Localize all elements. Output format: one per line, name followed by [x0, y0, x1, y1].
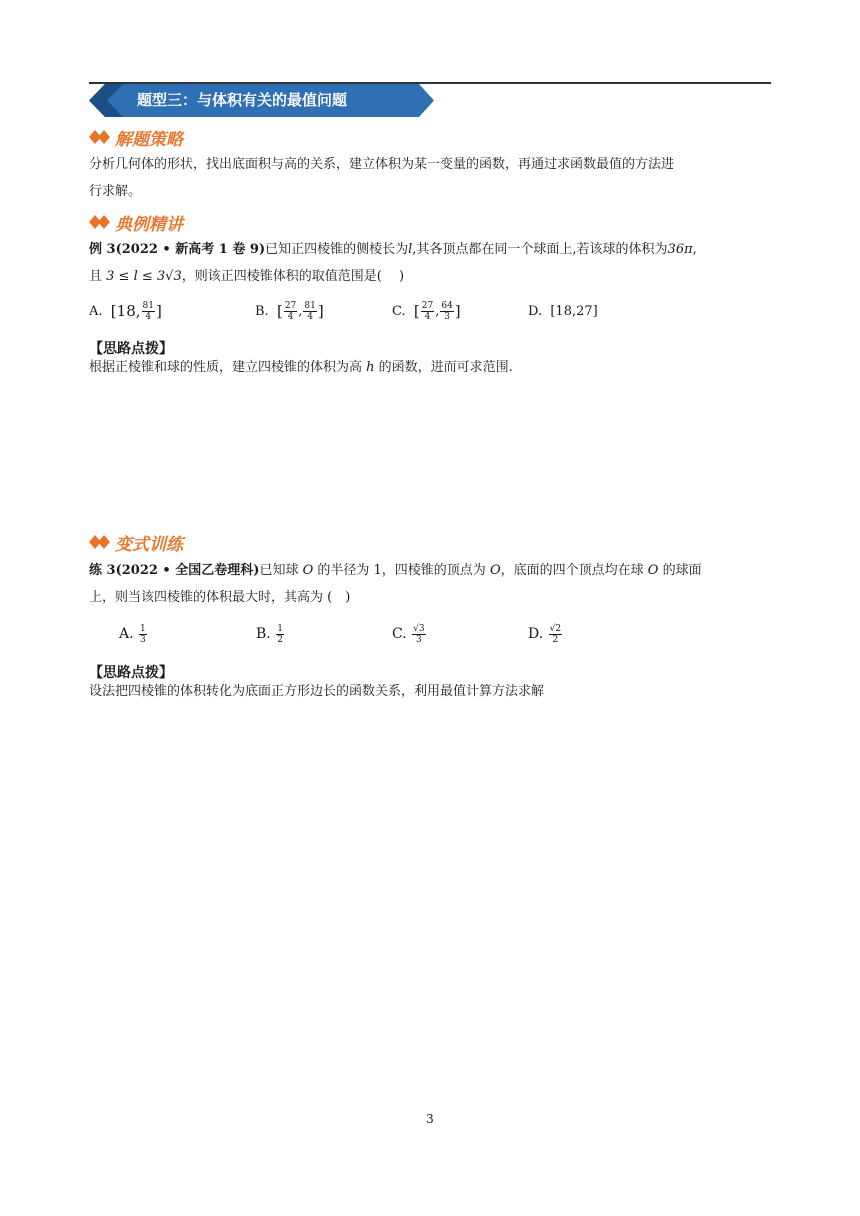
option-letter: B.	[256, 626, 271, 642]
strategy-heading-label: 解题策略	[115, 129, 183, 150]
double-diamond-icon	[89, 535, 111, 549]
option-letter: D.	[528, 303, 543, 319]
option-letter: A.	[119, 626, 134, 642]
practice-option-d[interactable]	[528, 619, 563, 649]
practice-question-line-2: 上，则当该四棱锥的体积最大时，其高为 ( )	[89, 590, 351, 605]
strategy-line-1: 分析几何体的形状，找出底面积与高的关系，建立体积为某一变量的函数，再通过求函数最值的方法进	[89, 157, 675, 172]
var-h: h	[366, 360, 375, 375]
fraction: $\frac{1}{3}$	[140, 623, 146, 645]
fraction: $\frac{27}{4}$	[421, 300, 434, 322]
option-letter: B.	[255, 303, 269, 319]
practice-option-a[interactable]	[119, 619, 148, 649]
var-o: O	[489, 563, 501, 578]
practice-option-c[interactable]	[392, 619, 427, 649]
example-heading	[89, 211, 183, 233]
strategy-text	[89, 151, 775, 205]
fraction: $\frac{64}{3}$	[441, 300, 453, 322]
option-close: ]	[454, 302, 461, 320]
var-l: l	[408, 242, 413, 257]
option-open: [	[276, 302, 283, 320]
fraction: $\frac{27}{4}$	[284, 300, 297, 322]
fraction: $\frac{√3}{3}$	[413, 623, 425, 645]
example-option-c[interactable]: C. [ $\frac{27}{4}$ , $\frac{64}{3}$ ]	[392, 300, 461, 322]
edge-condition: 3 ≤ l ≤ 3√3	[106, 269, 182, 284]
example-tip	[89, 354, 775, 381]
example-text-2a: 且	[89, 269, 103, 284]
double-diamond-icon	[89, 215, 111, 229]
practice-label: 练 3	[89, 563, 116, 578]
example-tip-b: 的函数，进而可求范围.	[378, 360, 513, 375]
option-close: ]	[155, 302, 162, 320]
option-value: [18,27]	[550, 303, 598, 319]
example-heading-label: 典例精讲	[115, 214, 183, 235]
example-text-2b: ，则该正四棱锥体积的取值范围是( )	[181, 269, 405, 284]
practice-question	[89, 557, 775, 611]
option-letter: A.	[89, 303, 103, 319]
practice-text-1b: 的半径为 1，四棱锥的顶点为	[317, 563, 486, 578]
fraction: $\frac{81}{4}$	[142, 300, 154, 322]
sphere-volume: 36π	[667, 242, 693, 257]
example-question-line-1	[89, 236, 775, 263]
example-tip-a: 根据正棱锥和球的性质，建立四棱锥的体积为高	[89, 360, 363, 375]
double-diamond-icon	[89, 130, 111, 144]
practice-text-1c: ，底面的四个顶点均在球	[500, 563, 644, 578]
example-text-1a: 已知正四棱锥的侧棱长为	[265, 242, 409, 257]
example-question-line-2	[89, 263, 775, 290]
fraction: $\frac{√2}{2}$	[549, 623, 562, 645]
practice-option-b[interactable]	[256, 619, 285, 649]
page-number: 3	[426, 1112, 434, 1126]
var-o: O	[302, 563, 314, 578]
option-letter: D.	[528, 626, 544, 642]
practice-tip: 设法把四棱锥的体积转化为底面正方形边长的函数关系，利用最值计算方法求解	[89, 684, 545, 699]
practice-tip-heading: 【思路点拨】	[89, 665, 173, 681]
practice-heading	[89, 531, 183, 553]
option-open: [	[413, 302, 420, 320]
practice-text-1a: 已知球	[259, 563, 299, 578]
practice-question-line-1	[89, 557, 775, 584]
fraction: $\frac{81}{4}$	[304, 300, 316, 322]
practice-heading-label: 变式训练	[115, 534, 183, 555]
option-letter: C.	[392, 303, 406, 319]
example-question	[89, 236, 775, 290]
example-label: 例 3	[89, 242, 116, 257]
var-o: O	[647, 563, 659, 578]
example-text-1c: ,	[692, 242, 697, 257]
practice-source: (2022 • 全国乙卷理科)	[115, 563, 260, 578]
option-close: ]	[317, 302, 324, 320]
section-banner	[89, 84, 434, 117]
banner-title: 题型三：与体积有关的最值问题	[137, 91, 348, 109]
example-source: (2022 • 新高考 1 卷 9)	[115, 242, 266, 257]
example-text-1b: ,其各顶点都在同一个球面上,若该球的体积为	[412, 242, 668, 257]
option-open: [18,	[110, 302, 141, 320]
strategy-heading	[89, 126, 183, 148]
practice-text-1d: 的球面	[662, 563, 702, 578]
example-option-b[interactable]: B. [ $\frac{27}{4}$ , $\frac{81}{4}$ ]	[255, 300, 324, 322]
strategy-line-2: 行求解。	[89, 184, 142, 199]
fraction: $\frac{1}{2}$	[277, 623, 283, 645]
example-option-a[interactable]	[89, 296, 162, 326]
example-option-d[interactable]	[528, 296, 598, 326]
option-letter: C.	[392, 626, 407, 642]
example-tip-heading: 【思路点拨】	[89, 341, 173, 357]
